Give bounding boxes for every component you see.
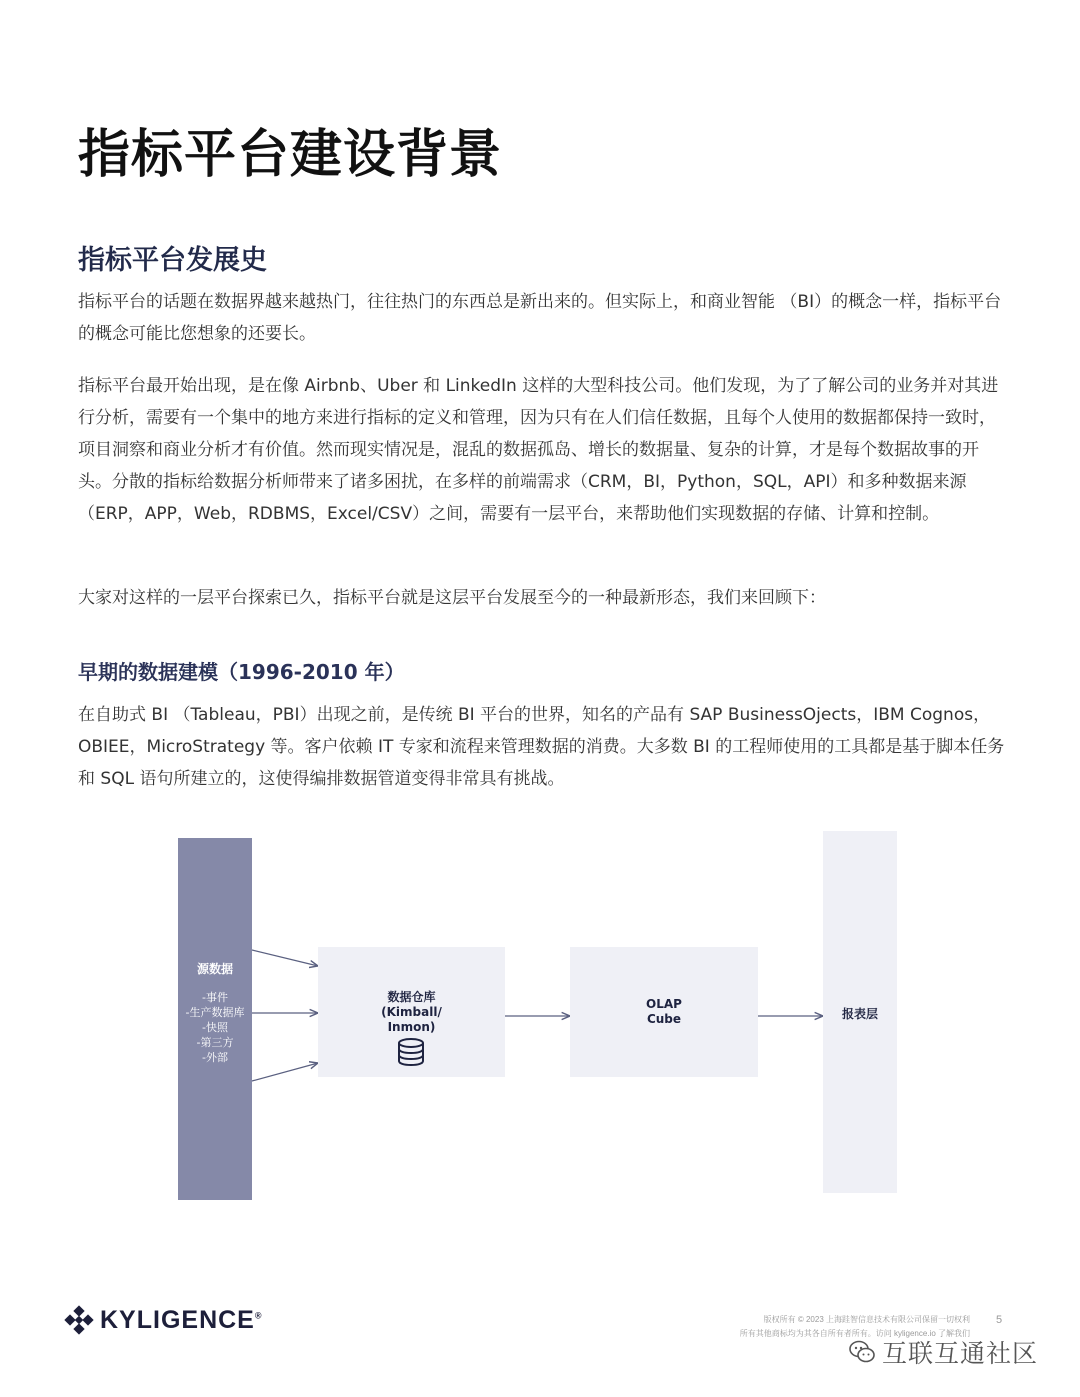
page-title: 指标平台建设背景	[78, 125, 503, 185]
source-item-third-party: -第三方	[196, 1036, 234, 1049]
arrow-source-to-warehouse-bottom	[252, 1063, 318, 1081]
source-data-column	[178, 838, 252, 1200]
watermark	[848, 1334, 1038, 1370]
paragraph-origin: 指标平台最开始出现，是在像 Airbnb、Uber 和 LinkedIn 这样的大型科技公司。他们发现，为了了解公司的业务并对其进行分析，需要有一个集中的地方来进行指标的定义和管理，因为只有在人们信任数据，且每个人使用的数据都保持一致时，项目洞察和商业分析才有价值。然而现实情况是，混乱的数据孤岛、增长的数据量、复杂的计算，才是每个数据故事的开头。分散的指标给数据分析师带来了诸多困扰，在多样的前端需求（CRM，BI，Python，SQL，API）和多种数据来源（ERP，APP，Web，RDBMS，Excel/CSV）之间，需要有一层平台，来帮助他们实现数据的存储、计算和控制。	[78, 376, 999, 524]
copyright-line1: 版权所有 © 2023 上海跬智信息技术有限公司保留一切权利	[763, 1315, 970, 1324]
paragraph-intro: 指标平台的话题在数据界越来越热门，往往热门的东西总是新出来的。但实际上，和商业智能 （BI）的概念一样，指标平台的概念可能比您想象的还要长。	[78, 292, 1002, 344]
olap-cube-box	[570, 947, 758, 1077]
report-layer-title: 报表层	[841, 1007, 878, 1021]
data-warehouse-line2: (Kimball/	[381, 1005, 442, 1019]
subsection-title: 早期的数据建模（1996-2010 年）	[78, 660, 405, 684]
kyligence-logo	[64, 1305, 263, 1335]
source-item-snapshots: -快照	[202, 1021, 228, 1034]
section-title: 指标平台发展史	[78, 245, 267, 276]
source-item-external: -外部	[202, 1051, 228, 1064]
olap-line1: OLAP	[646, 997, 682, 1011]
data-warehouse-label	[318, 990, 505, 1035]
data-warehouse-line1: 数据仓库	[387, 990, 436, 1004]
olap-line2: Cube	[646, 1012, 682, 1026]
olap-cube-label	[570, 997, 758, 1027]
kyligence-logo-icon	[64, 1305, 94, 1335]
report-layer-column	[823, 831, 897, 1193]
database-icon	[396, 1037, 426, 1067]
paragraph-early-modeling: 在自助式 BI （Tableau，PBI）出现之前，是传统 BI 平台的世界，知名的产品有 SAP BusinessOjects，IBM Cognos，OBIEE，MicroStrategy 等。客户依赖 IT 专家和流程来管理数据的消费。大多数 BI 的工程师使用的工具都是基于脚本任务和 SQL 语句所建立的，这使得编排数据管道变得非常具有挑战。	[78, 705, 1005, 789]
arrow-source-to-warehouse-top	[252, 950, 318, 966]
watermark-text: 互联互通社区	[882, 1339, 1039, 1368]
data-warehouse-line3: Inmon)	[387, 1020, 436, 1034]
source-item-production-db: -生产数据库	[185, 1006, 245, 1019]
copyright-line2: 所有其他商标均为其各自所有者所有。访问 kyligence.io 了解我们	[739, 1329, 970, 1338]
wechat-icon	[848, 1338, 876, 1366]
page-number: 5	[996, 1314, 1003, 1326]
source-item-events: -事件	[202, 991, 228, 1004]
paragraph-review: 大家对这样的一层平台探索已久，指标平台就是这层平台发展至今的一种最新形态，我们来回顾下：	[78, 588, 826, 608]
source-data-title: 源数据	[196, 962, 233, 976]
data-warehouse-box	[318, 947, 505, 1077]
source-data-list	[178, 990, 252, 1065]
kyligence-logo-text: KYLIGENCE®	[100, 1305, 263, 1334]
